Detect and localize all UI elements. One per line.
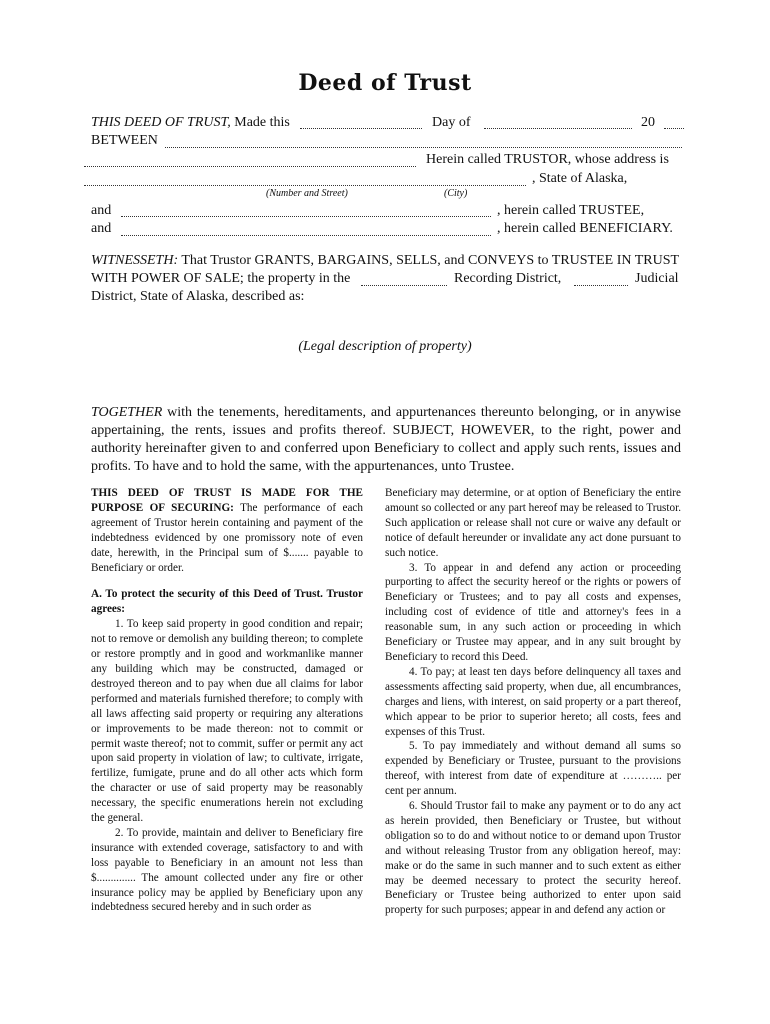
together-lead: TOGETHER (91, 405, 163, 420)
day-of-label: Day of (432, 115, 471, 130)
item-1: 1. To keep said property in good condition and repair; not to remove or demolish any building thereon; to complete or restore promptly and in good and workmanlike manner any building which may be constructed, damaged or destroyed thereon and to pay when due all claims for labor performed and materials furnished therefore; to comply with all laws affecting said property or requiring any alterations or improvements to be made thereon: not to commit or permit waste thereof; not to commit, suffer or permit any act upon said property in violation of law; to cultivate, irrigate, fertilize, fumigate, prune and do all other acts which form the character or use of said property may be reasonably necessary, the specific enumerations herein not excluding the general. (91, 618, 363, 825)
left-column (91, 486, 363, 915)
herein-beneficiary-label: , herein called BENEFICIARY. (497, 221, 673, 236)
recording-district-field[interactable] (361, 273, 447, 286)
trustor-name-field-2[interactable] (84, 154, 416, 167)
intro-italic: THIS DEED OF TRUST, (91, 115, 231, 130)
document-title: Deed of Trust (298, 70, 472, 96)
month-field[interactable] (484, 116, 632, 129)
beneficiary-field[interactable] (121, 223, 491, 236)
purpose-text: The performance of each agreement of Trustor herein containing and payment of the indebtedness evidenced by one promissory note of even date, herewith, in the Principal sum of $....... payable to Beneficiary or order. (91, 501, 363, 574)
state-of-alaska-label: , State of Alaska, (532, 171, 628, 186)
purpose-heading: THIS DEED OF TRUST IS MADE FOR THE PURPOSE OF SECURING: (91, 487, 363, 514)
witnesseth-line-2c: Judicial (635, 271, 679, 286)
witnesseth-line-2b: Recording District, (454, 271, 562, 286)
witnesseth-line-2a: WITH POWER OF SALE; the property in the (91, 271, 351, 286)
together-paragraph (91, 404, 681, 476)
item-3: 3. To appear in and defend any action or proceeding purporting to affect the security hereof or the rights or powers of Beneficiary or Trustees; and to pay all costs and expenses, including cost of evidence of title and attorney's fees in a reasonable sum, in any such action or proceeding in which Beneficiary or Trustee may appear, and in any suit brought by Beneficiary to record this Deed. (385, 561, 681, 663)
year-prefix: 20 (641, 115, 655, 130)
and-label-1: and (91, 203, 112, 218)
item-2: 2. To provide, maintain and deliver to Beneficiary fire insurance with extended coverage, satisfactory to and with loss payable to Beneficiary in an amount not less than $.............. The amount collected under any fire or other insurance policy may be applied by Beneficiary upon any indebtedness secured hereby and in such order as (91, 826, 363, 914)
year-field[interactable] (664, 116, 684, 129)
between-label: BETWEEN (91, 133, 158, 148)
together-text: with the tenements, hereditaments, and appurtenances thereunto belonging, or in anywise appertaining, the rents, issues and profits thereof. SUBJECT, HOWEVER, to the right, power and authority hereinafter given to and conferred upon Beneficiary to collect and apply such rents, issues and profits. To have and to hold the same, with the appurtenances, unto Trustee. (91, 405, 682, 474)
judicial-district-field[interactable] (574, 273, 628, 286)
made-this-label: Made this (234, 115, 290, 130)
legal-description-label: (Legal description of property) (298, 339, 472, 354)
witnesseth-line-3: District, State of Alaska, described as: (91, 289, 305, 304)
made-this-day-field[interactable] (300, 116, 422, 129)
continuation-paragraph: Beneficiary may determine, or at option of Beneficiary the entire amount so collected or any part hereof may be released to Trustor. Such application or release shall not cure or waive any default or notice of default hereunder or invalidate any act done pursuant to such notice. (385, 487, 681, 559)
section-a-heading: A. To protect the security of this Deed of Trust. Trustor agrees: (91, 588, 363, 616)
right-column (385, 486, 681, 918)
item-6: 6. Should Trustor fail to make any payment or to do any act as herein provided, then Beneficiary or Trustee, but without obligation so to do and without notice to or demand upon Trustor and without releasing Trustor from any obligation hereof, may: make or do the same in such manner and to such extent as either may be deemed necessary to protect the security hereof. Beneficiary or Trustee being authorized to enter upon said property for such purposes; appear in and defend any action or (385, 800, 681, 917)
witnesseth-lead: WITNESSETH: (91, 253, 179, 268)
item-4: 4. To pay; at least ten days before delinquency all taxes and assessments affecting said property, when due, all encumbrances, charges and liens, with interest, on said property or a part thereof, which appear to be prior to superior hereto; all costs, fees and expenses of this Trust. (385, 665, 681, 738)
purpose-paragraph (91, 486, 363, 575)
intro-line (91, 114, 290, 132)
herein-trustor-label: Herein called TRUSTOR, whose address is (426, 152, 669, 167)
trustor-address-field[interactable] (84, 173, 526, 186)
city-label: (City) (444, 188, 468, 199)
item-5: 5. To pay immediately and without demand all sums so expended by Beneficiary or Trustee, pursuant to the provisions thereof, with interest from date of expenditure at ……….. per cent per annum. (385, 740, 681, 798)
trustor-name-field[interactable] (165, 135, 682, 148)
and-label-2: and (91, 221, 112, 236)
witnesseth-line-1 (91, 252, 679, 270)
herein-trustee-label: , herein called TRUSTEE, (497, 203, 645, 218)
witnesseth-text-1: That Trustor GRANTS, BARGAINS, SELLS, and CONVEYS to TRUSTEE IN TRUST (181, 253, 680, 268)
street-label: (Number and Street) (266, 188, 348, 199)
trustee-field[interactable] (121, 204, 491, 217)
